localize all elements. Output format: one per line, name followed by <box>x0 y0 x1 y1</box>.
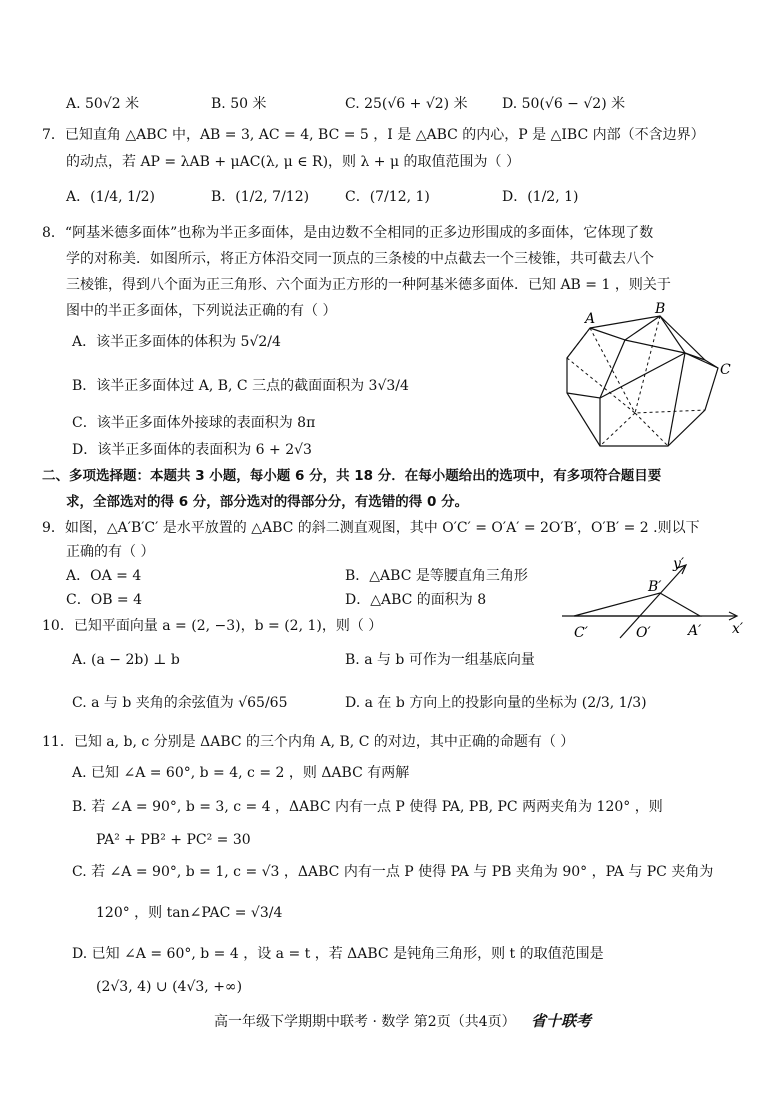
q8-stem-line4: 图中的半正多面体，下列说法正确的有（ ） <box>66 303 337 319</box>
q10-stem: 10．已知平面向量 a = (2, −3)，b = (2, 1)，则（ ） <box>42 618 383 634</box>
page-footer: 高一年级下学期期中联考 · 数学 第2页（共4页） <box>214 1014 516 1030</box>
q8-option-b: B．该半正多面体过 A, B, C 三点的截面面积为 3√3/4 <box>72 378 409 394</box>
q6-option-d: D. 50(√6 − √2) 米 <box>502 96 626 112</box>
q6-option-c: C. 25(√6 + √2) 米 <box>345 96 468 112</box>
fig-label-oprime: O′ <box>636 625 651 641</box>
q6-option-a: A. 50√2 米 <box>66 96 140 112</box>
q9-option-d: D．△ABC 的面积为 8 <box>345 592 487 608</box>
q9-option-c: C．OB = 4 <box>66 592 143 608</box>
q8-stem-line3: 三棱锥，得到八个面为正三角形、六个面为正方形的一种阿基米德多面体．已知 AB = 1 ，则关于 <box>66 277 671 293</box>
section2-heading-line1: 二、多项选择题：本题共 3 小题，每小题 6 分，共 18 分．在每小题给出的选项中，有多项符合题目要 <box>42 468 662 484</box>
q8-option-d: D．该半正多面体的表面积为 6 + 2√3 <box>72 442 312 458</box>
q7-option-d: D．(1/2, 1) <box>502 189 579 205</box>
q11-option-c-line1: C. 若 ∠A = 90°, b = 1, c = √3 ，ΔABC 内有一点 P 使得 PA 与 PB 夹角为 90° ，PA 与 PC 夹角为 <box>72 864 714 880</box>
fig-label-cprime: C′ <box>574 625 588 641</box>
oblique-projection-figure <box>560 548 755 643</box>
fig-label-x: x′ <box>732 621 744 637</box>
q7-stem-line2: 的动点，若 AP = λAB + μAC(λ, μ ∈ R)，则 λ + μ 的取值范围为（ ） <box>66 154 520 170</box>
q9-option-b: B．△ABC 是等腰直角三角形 <box>345 568 528 584</box>
q7-stem-line1: 7．已知直角 △ABC 中，AB = 3, AC = 4, BC = 5 ，I 是 △ABC 的内心，P 是 △IBC 内部（不含边界） <box>42 127 705 143</box>
q9-option-a: A．OA = 4 <box>66 568 142 584</box>
q6-option-b: B. 50 米 <box>211 96 267 112</box>
q9-stem-line1: 9．如图，△A′B′C′ 是水平放置的 △ABC 的斜二测直观图，其中 O′C′ = O′A′ = 2O′B′，O′B′ = 2 .则以下 <box>42 520 700 536</box>
polyhedron-figure <box>555 298 745 458</box>
section2-heading-line2: 求，全部选对的得 6 分，部分选对的得部分分，有选错的得 0 分。 <box>66 494 469 510</box>
q7-option-c: C．(7/12, 1) <box>345 189 430 205</box>
q11-option-a: A. 已知 ∠A = 60°, b = 4, c = 2 ，则 ΔABC 有两解 <box>72 765 410 781</box>
exam-mark: 省十联考 <box>531 1012 592 1030</box>
fig-label-c: C <box>720 362 731 378</box>
fig-label-b: B <box>655 301 666 317</box>
q8-stem-line1: 8．“阿基米德多面体”也称为半正多面体，是由边数不全相同的正多边形围成的多面体，它体现了数 <box>42 225 654 241</box>
q11-stem: 11．已知 a, b, c 分别是 ΔABC 的三个内角 A, B, C 的对边，其中正确的命题有（ ） <box>42 734 575 750</box>
q10-option-a: A. (a − 2b) ⊥ b <box>72 652 180 668</box>
q8-option-a: A．该半正多面体的体积为 5√2/4 <box>72 334 281 350</box>
fig-label-bprime: B′ <box>648 579 662 595</box>
q10-option-b: B. a 与 b 可作为一组基底向量 <box>345 652 535 668</box>
fig-label-a: A <box>585 311 596 327</box>
q11-option-d-line1: D. 已知 ∠A = 60°, b = 4 ，设 a = t ，若 ΔABC 是钝角三角形，则 t 的取值范围是 <box>72 946 604 962</box>
q8-option-c: C．该半正多面体外接球的表面积为 8π <box>72 415 316 431</box>
q10-option-c: C. a 与 b 夹角的余弦值为 √65/65 <box>72 695 288 711</box>
q11-option-c-line2: 120° ，则 tan∠PAC = √3/4 <box>96 905 283 921</box>
q10-option-d: D. a 在 b 方向上的投影向量的坐标为 (2/3, 1/3) <box>345 695 647 711</box>
q11-option-d-line2: (2√3, 4) ∪ (4√3, +∞) <box>96 979 243 995</box>
q11-option-b-line2: PA² + PB² + PC² = 30 <box>96 832 251 848</box>
fig-label-aprime: A′ <box>688 623 702 639</box>
q8-stem-line2: 学的对称美．如图所示，将正方体沿交同一顶点的三条棱的中点截去一个三棱锥，共可截去八个 <box>66 251 654 267</box>
q9-stem-line2: 正确的有（ ） <box>66 544 155 560</box>
q11-option-b-line1: B. 若 ∠A = 90°, b = 3, c = 4 ，ΔABC 内有一点 P 使得 PA, PB, PC 两两夹角为 120° ，则 <box>72 799 663 815</box>
q7-option-a: A．(1/4, 1/2) <box>66 189 155 205</box>
q7-option-b: B．(1/2, 7/12) <box>211 189 310 205</box>
fig-label-y: y′ <box>673 556 685 572</box>
